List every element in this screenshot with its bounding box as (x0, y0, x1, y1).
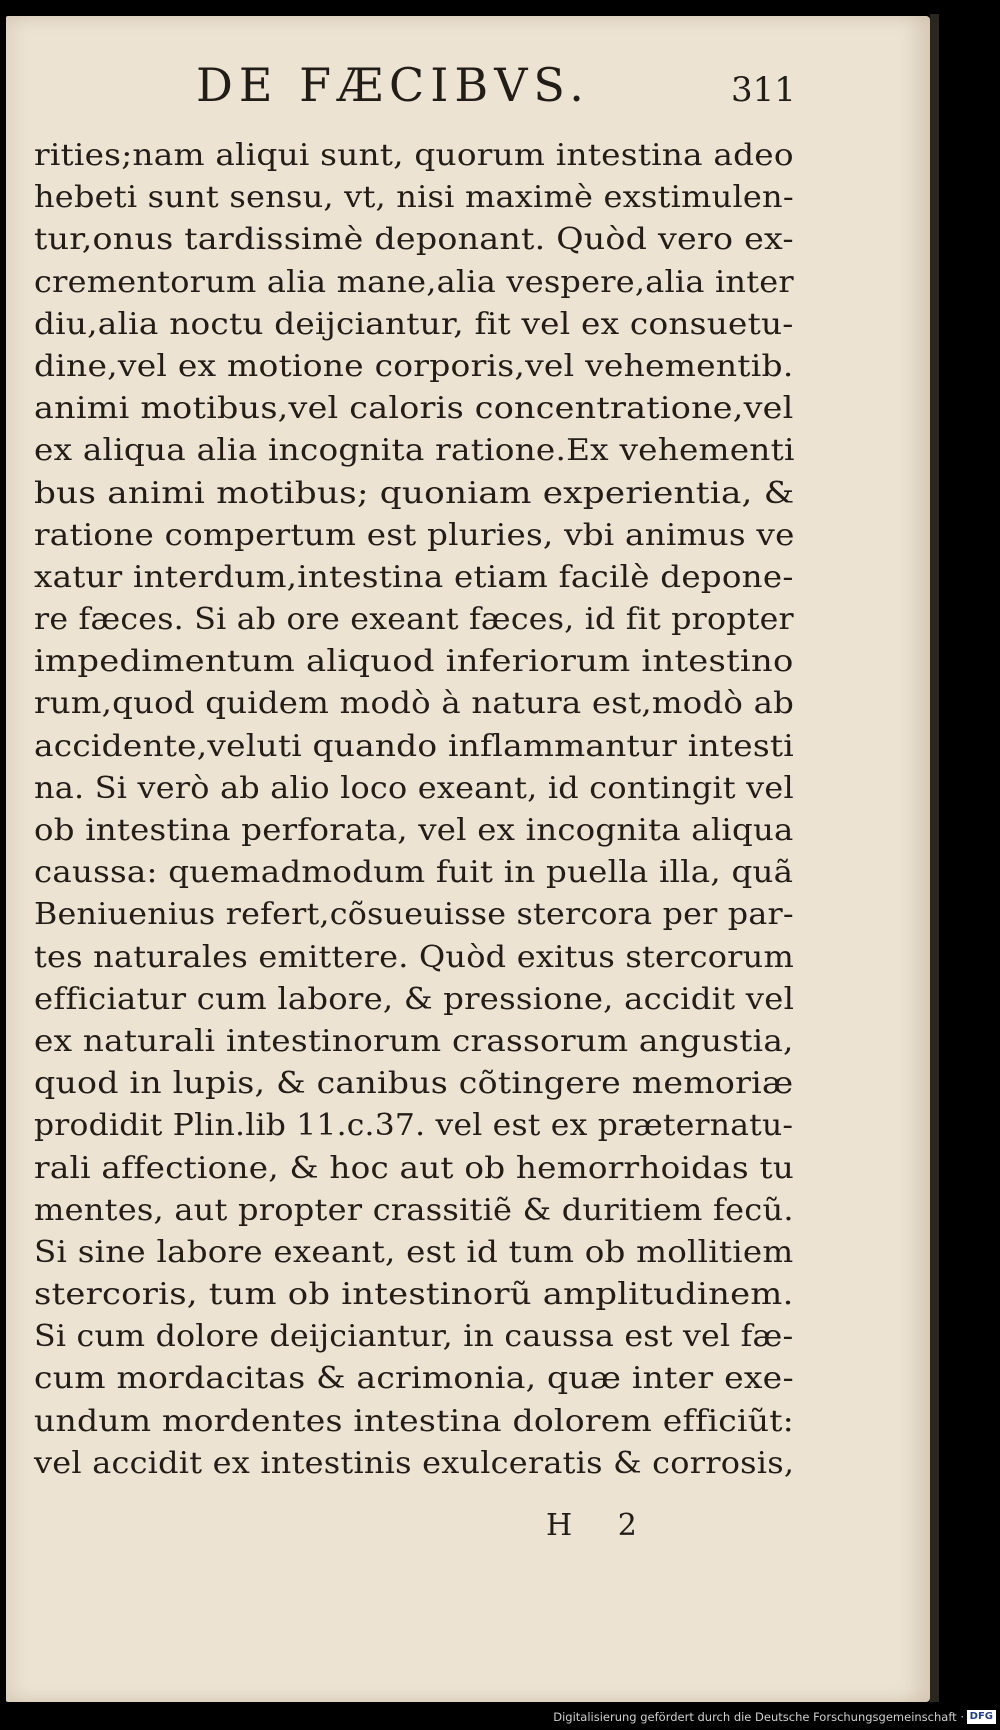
dfg-logo: DFG (967, 1710, 996, 1724)
page-header (6, 58, 930, 128)
text-line: re fæces. Si ab ore exeant fæces, id fit propter (34, 602, 794, 637)
book-page (6, 16, 930, 1702)
signature-mark: H 2 (546, 1508, 655, 1543)
running-head: DE FÆCIBVS. (196, 58, 590, 112)
text-line: impedimentum aliquod inferiorum intestino (34, 644, 794, 679)
text-line: vel accidit ex intestinis exulceratis & corrosis, (34, 1445, 795, 1480)
text-line: diu,alia noctu deijciantur, fit vel ex consuetu- (34, 306, 794, 341)
text-line: Si cum dolore deijciantur, in caussa est vel fæ- (34, 1319, 794, 1354)
page-edge-shadow (930, 14, 939, 1702)
text-line: rum,quod quidem modò à natura est,modò ab (34, 686, 795, 721)
text-line: tes naturales emittere. Quòd exitus stercorum (34, 939, 794, 974)
text-line: undum mordentes intestina dolorem efficiũt: (34, 1403, 795, 1438)
text-line: crementorum alia mane,alia vespere,alia inter (34, 264, 794, 299)
credit-bar (0, 1706, 1000, 1730)
page-number: 311 (731, 70, 796, 110)
text-line: hebeti sunt sensu, vt, nisi maximè exstimulen- (34, 180, 794, 215)
text-line: bus animi motibus; quoniam experientia, & (34, 475, 795, 510)
text-line: ratione compertum est pluries, vbi animus ve (34, 517, 795, 552)
text-line: ex aliqua alia incognita ratione.Ex vehementi (34, 433, 795, 468)
text-line: accidente,veluti quando inflammantur intesti (34, 728, 794, 763)
text-line: caussa: quemadmodum fuit in puella illa, quã (34, 855, 794, 890)
text-line: stercoris, tum ob intestinorũ amplitudinem. (34, 1277, 794, 1312)
text-line: ob intestina perforata, vel ex incognita aliqua (34, 813, 794, 847)
text-line: xatur interdum,intestina etiam facilè depone- (34, 559, 794, 594)
text-line: cum mordacitas & acrimonia, quæ inter exe- (34, 1361, 794, 1396)
text-line: rali affectione, & hoc aut ob hemorrhoidas tu (34, 1150, 795, 1185)
text-line: ex naturali intestinorum crassorum angustia, (34, 1023, 794, 1058)
text-line: Beniuenius refert,cõsueuisse stercora per par- (34, 897, 794, 932)
text-line: animi motibus,vel caloris concentratione,vel (34, 391, 794, 426)
text-line: prodidit Plin.lib 11.c.37. vel est ex præternatu- (34, 1108, 794, 1143)
text-line: dine,vel ex motione corporis,vel vehementib. (34, 348, 794, 383)
funding-credit: Digitalisierung gefördert durch die Deutsche Forschungsgemeinschaft · (553, 1710, 964, 1724)
text-line: tur,onus tardissimè deponant. Quòd vero ex- (34, 222, 794, 257)
text-line: efficiatur cum labore, & pressione, accidit vel (34, 981, 795, 1016)
page-footer (6, 1508, 930, 1558)
text-block (34, 134, 794, 1484)
text-line: rities;nam aliqui sunt, quorum intestina adeo (34, 138, 794, 172)
text-line: na. Si verò ab alio loco exeant, id contingit vel (34, 770, 794, 805)
text-line: Si sine labore exeant, est id tum ob mollitiem (34, 1234, 794, 1269)
text-line: mentes, aut propter crassitiẽ & duritiem fecũ. (34, 1192, 794, 1227)
text-line: quod in lupis, & canibus cõtingere memoriæ (34, 1066, 794, 1101)
